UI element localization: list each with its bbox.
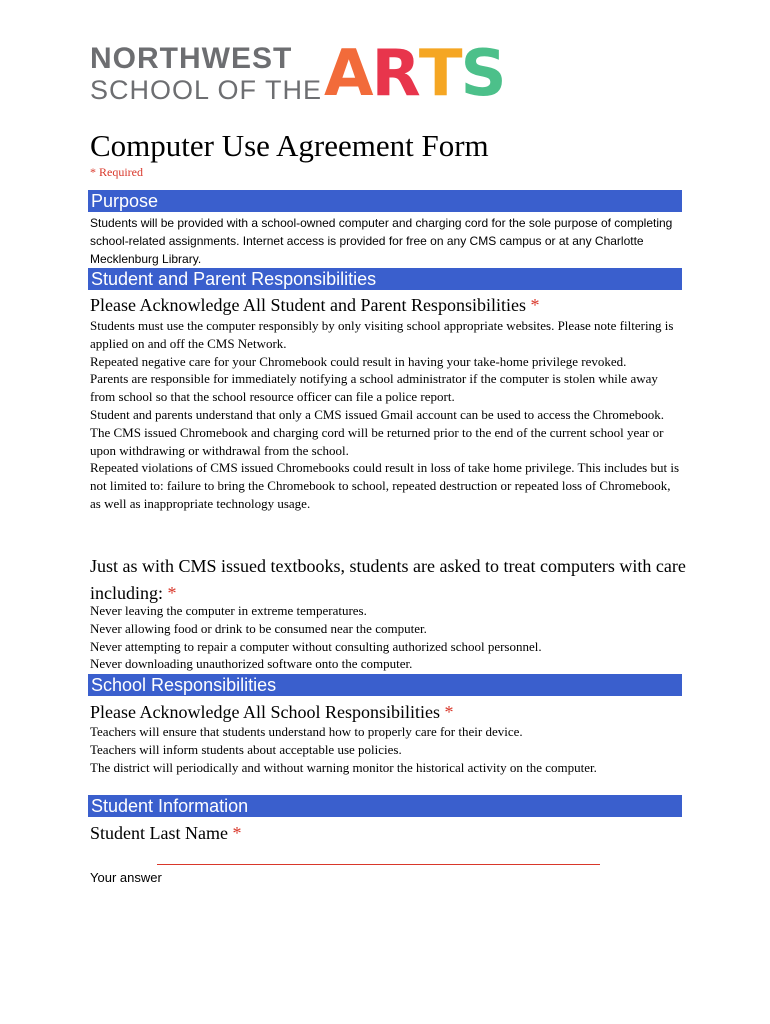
section-header-school-responsibilities: School Responsibilities [88,674,682,696]
section-header-student-information: Student Information [88,795,682,817]
form-title: Computer Use Agreement Form [90,128,489,163]
list-item: Teachers will inform students about acceptable use policies. [90,741,402,757]
list-item: Never allowing food or drink to be consumed near the computer. [90,620,427,636]
student-last-name-placeholder[interactable]: Your answer [90,870,162,885]
section-header-purpose: Purpose [88,190,682,212]
required-note: * Required [90,165,143,179]
section-header-student-parent-responsibilities: Student and Parent Responsibilities [88,268,682,290]
list-item: Never downloading unauthorized software onto the computer. [90,656,413,672]
question-school-ack [90,702,690,722]
list-item: The CMS issued Chromebook and charging cord will be returned prior to the end of the current school year or upon withdrawing or withdrawal from the school. [90,424,664,458]
required-star: * [530,295,540,315]
list-item: Student and parents understand that only a CMS issued Gmail account can be used to access the Chromebook. [90,406,665,422]
list-item: Never attempting to repair a computer without consulting authorized school personnel. [90,638,542,654]
question-student-last-name [90,823,690,843]
list-item: Never leaving the computer in extreme temperatures. [90,603,367,618]
question-student-parent-ack [90,295,690,315]
logo-arts-letter-t: T [418,37,461,111]
school-responsibilities-list [90,723,680,776]
logo-arts-letter-a: A [324,37,372,111]
list-item: The district will periodically and without warning monitor the historical activity on the computer. [90,759,597,775]
list-item: Students must use the computer responsibly by only visiting school appropriate websites. Please note filtering is applied on and off the CMS Network. [90,318,674,351]
care-including-list [90,602,680,673]
logo-arts-letter-s: S [460,37,505,111]
list-item: Teachers will ensure that students understand how to properly care for their device. [90,724,523,739]
logo-arts-wordmark [324,37,505,111]
required-star: * [232,823,242,843]
required-star: * [444,702,454,722]
question-label: Student Last Name [90,823,228,843]
question-care-including [90,553,690,607]
logo-arts-letter-r: R [371,37,419,111]
list-item: Repeated violations of CMS issued Chromebooks could result in loss of take home privilege. This includes but is not limited to: failure to bring the Chromebook to school, repeated destruction or repeated loss of Chromebook, as well as inappropriate technology usage. [90,460,680,511]
question-label: Just as with CMS issued textbooks, students are asked to treat computers with care including: [90,556,686,603]
required-star: * [167,583,177,603]
question-label: Please Acknowledge All Student and Parent Responsibilities [90,295,526,315]
logo-line-northwest: NORTHWEST [90,42,293,75]
purpose-text: Students will be provided with a school-owned computer and charging cord for the sole purpose of completing school-related assignments. Internet access is provided for free on any CMS campus or at any Charlotte Mecklenburg Library. [90,216,673,266]
list-item: Parents are responsible for immediately notifying a school administrator if the computer is stolen while away from school so that the school resource officer can file a police report. [90,371,658,405]
school-logo [90,37,510,111]
student-parent-responsibilities-list [90,317,680,513]
question-label: Please Acknowledge All School Responsibilities [90,702,440,722]
list-item: Repeated negative care for your Chromebook could result in having your take-home privilege revoked. [90,353,627,369]
student-last-name-input[interactable] [157,864,600,865]
logo-line-school-of-the: SCHOOL OF THE [90,75,323,105]
